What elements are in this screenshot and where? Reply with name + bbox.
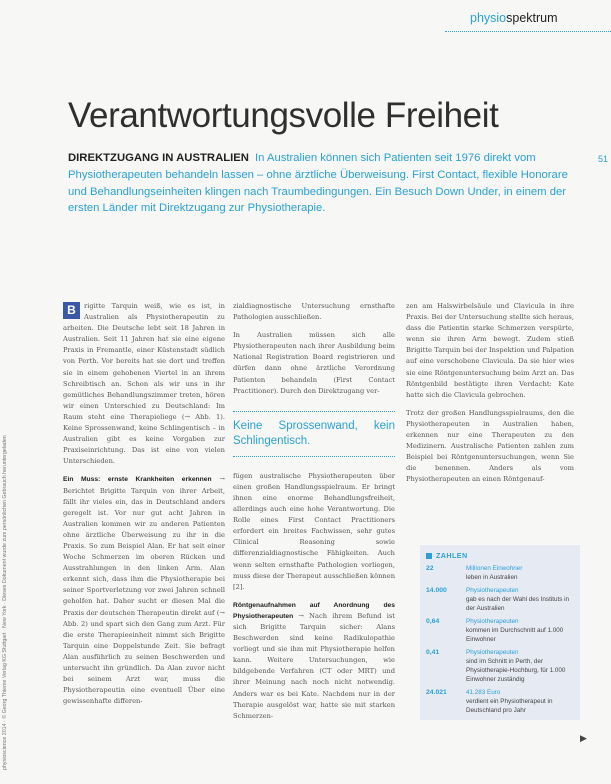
pull-quote-text: Keine Sprossenwand, kein Schlingentisch. bbox=[233, 419, 395, 447]
lead-kicker: DIREKTZUGANG IN AUSTRALIEN bbox=[68, 152, 249, 164]
paragraph: fügen australische Physiotherapeuten über einen großen Handlungsspielraum. Er bringt ihnen eine enorme Behandlungsfreiheit, allerdings auch eine hohe Verantwortung. Die Rolle eines First Contact Practitioners erfordert ein breites Fachwissen, sehr gutes Clinical Reasoning sowie differenzialdiagnostische Fähigkeiten. Auch wenn selten ernsthafte Pathologien vorliegen, muss diese der Therapeut ausschließen können [2]. bbox=[233, 471, 395, 591]
paragraph: In Australien müssen sich alle Physiotherapeuten nach ihrer Ausbildung beim National Registration Board registrieren und dürfen dann ohne ärztliche Verordnung Patienten behandeln (First Contact Practitioner). Durch den Direktzugang ver- bbox=[233, 331, 395, 395]
fact-row bbox=[420, 564, 580, 582]
fact-text bbox=[466, 586, 574, 613]
pull-quote-rule bbox=[233, 411, 395, 412]
fact-detail: leben in Australien bbox=[466, 574, 518, 581]
side-copyright-note: physioscience 2014 · © Georg Thieme Verlag KG Stuttgart · New York · Dieses Dokument wurde zum persönlichen Gebrauch heruntergeladen bbox=[2, 435, 8, 770]
text-column-1 bbox=[63, 301, 225, 714]
paragraph: zialdiagnostische Untersuchung ernsthafte Pathologien ausschließen. bbox=[233, 302, 395, 322]
pull-quote bbox=[233, 411, 395, 457]
fact-box-header bbox=[420, 545, 580, 564]
text-column-3 bbox=[406, 301, 574, 493]
paragraph-text: Nach ihrem Befund ist sich Brigitte Tarquin sicher: Alans Beschwerden sind keine Radikulopathie vorliegt und sie ihm mit Physiotherapie helfen kann. Weitere Untersuchungen, wie bildgebende Verfahren (CT oder MRT) und ihrer Meinung nach noch nicht notwendig. Anders war es bei Kate. Nachdem nur in der Therapie ausgelöst war, hatte sie mit starken Schmerzen- bbox=[233, 611, 395, 720]
fact-number: 22 bbox=[426, 565, 434, 572]
text-column-2 bbox=[233, 301, 395, 729]
fact-number: 0,41 bbox=[426, 649, 440, 656]
next-page-arrow-icon: ▶ bbox=[580, 734, 587, 744]
subheading: Ein Muss: ernste Krankheiten erkennen bbox=[63, 476, 212, 484]
brand-prefix: physio bbox=[470, 11, 507, 25]
paragraph: Ein Muss: ernste Krankheiten erkennen → Berichtet Brigitte Tarquin von ihrer Arbeit, fällt ihr vieles ein, das in Deutschland anders geregelt ist. Vor nur gut acht Jahren in Australien kommen wir zu anderen Patienten ohne ärztliche Überweisung zu ihr in die Praxis. So zum Beispiel Alan. Er hat seit einer Woche Schmerzen im oberen Rücken und Ausstrahlungen in den linken Arm. Alan erkennt sich, dass ihm die Physiotherapie bei seiner Sportverletzung vor zwei Jahren schnell geholfen hat. Daher sucht er diesen Mal die Praxis der deutschen Therapeutin direkt auf (→ Abb. 2) und spart sich den Gang zum Arzt. Für die erste Therapieeinheit nimmt sich Brigitte Tarquin eine Doppelstunde Zeit. Sie befragt Alan ausführlich zu seinen Beschwerden und untersucht ihn gründlich. Da Alan zuvor nicht bei seinem Arzt war, muss die Physiotherapeutin eine eventuell Über eine gewissenhafte differen- bbox=[63, 475, 225, 706]
fact-detail: gab es nach der Wahl des Instituts in der Australien bbox=[466, 596, 570, 612]
paragraph: Röntgenaufnahmen auf Anordnung des Physiotherapeuten → Nach ihrem Befund ist sich Brigitte Tarquin sicher: Alans Beschwerden sind keine Radikulopathie vorliegt und sie ihm mit Physiotherapie helfen kann. Weitere Untersuchungen, wie bildgebende Verfahren (CT oder MRT) und ihrer Meinung nach noch nicht notwendig. Anders war es bei Kate. Nachdem nur in der Therapie ausgelöst war, hatte sie mit starken Schmerzen- bbox=[233, 601, 395, 720]
paragraph-text: Berichtet Brigitte Tarquin von ihrer Arbeit, fällt ihr vieles ein, das in Deutschland anders geregelt ist. Vor nur gut acht Jahren in Australien kommen wir zu anderen Patienten ohne ärztliche Überweisung zu ihr in die Praxis. So zum Beispiel Alan. Er hat seit einer Woche Schmerzen im oberen Rücken und Ausstrahlungen in den linken Arm. Alan erkennt sich, dass ihm die Physiotherapie bei seiner Sportverletzung vor zwei Jahren schnell geholfen hat. Daher sucht er diesen Mal die Praxis der deutschen Therapeutin direkt auf (→ Abb. 2) und spart sich den Gang zum Arzt. Für die erste Therapieeinheit nimmt sich Brigitte Tarquin eine Doppelstunde Zeit. Sie befragt Alan ausführlich zu seinen Beschwerden und untersucht ihn gründlich. Da Alan zuvor nicht bei seinem Arzt war, muss die Physiotherapeutin eine eventuell Über eine gewissenhafte differen- bbox=[63, 486, 225, 706]
subheading: Röntgenaufnahmen auf Anordnung des Physiotherapeuten bbox=[233, 601, 395, 620]
fact-number: 24.021 bbox=[426, 689, 447, 696]
fact-row bbox=[420, 586, 580, 613]
fact-box bbox=[420, 545, 580, 720]
fact-heading: Millionen Einwohner bbox=[466, 565, 523, 572]
fact-detail: sind im Schnitt in Perth, der Physiotherapie-Hochburg, für 1.000 Einwohner zuständig bbox=[466, 658, 566, 683]
fact-text bbox=[466, 648, 574, 684]
paragraph: Trotz der großen Handlungsspielraums, den die Physiotherapeuten in Australien haben, erkennen nur eine Therapeuten zu den Medizinern. Australische Patienten zahlen zum Beispiel bei Röntgenuntersuchungen, wenn Sie die benennen. Anders als vom Physiotherapeuten an einen Röntgenauf- bbox=[406, 408, 574, 484]
article-title: Verantwortungsvolle Freiheit bbox=[68, 96, 499, 135]
fact-number: 14.000 bbox=[426, 587, 447, 594]
lead-text: In Australien können sich Patienten seit 1976 direkt vom Physiotherapeuten behandeln lassen – ohne ärztliche Überweisung. First Contact, flexible Honorare und Behandlungseinheiten klingen nach Traumbedingungen. Ein Besuch Down Under, in einem der ersten Länder mit Direktzugang zur Physiotherapie. bbox=[68, 152, 568, 215]
fact-row bbox=[420, 648, 580, 684]
fact-detail: kommen im Durchschnitt auf 1.000 Einwohner bbox=[466, 627, 564, 643]
fact-row bbox=[420, 617, 580, 644]
paragraph bbox=[63, 301, 225, 467]
fact-text bbox=[466, 617, 574, 644]
fact-heading: 41.283 Euro bbox=[466, 689, 501, 696]
page-number: 51 bbox=[598, 154, 609, 164]
fact-detail: verdient ein Physiotherapeut in Deutschland pro Jahr bbox=[466, 698, 553, 714]
paragraph: zen am Halswirbelsäule und Clavicula in ihre Praxis. Bei der Untersuchung stellte sich heraus, dass die Patientin starke Schmerzen verspürte, wenn sie ihren Arm bewegt. Zudem stieß Brigitte Tarquin bei der Inspektion und Palpation auf eine verschobene Clavicula. Da sie hier wies sie eine Röntgenuntersuchung beim Arzt an. Das Röntgenbild bestätigte ihren Verdacht: Kate hatte sich die Clavicula gebrochen. bbox=[406, 302, 574, 399]
header-divider bbox=[445, 31, 611, 32]
article-lead bbox=[68, 150, 586, 217]
fact-row bbox=[420, 688, 580, 715]
fact-text bbox=[466, 688, 574, 715]
fact-heading: Physiotherapeuten bbox=[466, 587, 519, 594]
pull-quote-rule bbox=[233, 456, 395, 457]
brand-suffix: spektrum bbox=[506, 11, 558, 25]
fact-heading: Physiotherapeuten bbox=[466, 618, 519, 625]
drop-cap: B bbox=[63, 302, 80, 319]
fact-box-title: ZAHLEN bbox=[436, 551, 468, 560]
fact-text bbox=[466, 564, 574, 582]
paragraph-text: rigitte Tarquin weiß, wie es ist, in Australien als Physiotherapeutin zu arbeiten. Die Deutsche lebt seit 18 Jahren in Australien. Seit 11 Jahren hat sie eine eigene Praxis in Fremantle, einer Küstenstadt südlich von Perth. Vor bereits hat sie dort und treffen sie in einem gehobenen Viertel in an ihrem Schreibtisch an. Schon als wir uns in ihr gemütliches Behandlungszimmer treten, hören wir einen Unterschied zu Deutschland: Im Raum steht eine Therapieliege (→ Abb. 1). Keine Sprossenwand, keine Schlingentisch – in Australien gibt es keine Vorgaben zur Praxiseinrichtung. Das ist eine von vielen Unterschieden. bbox=[63, 302, 225, 466]
square-icon bbox=[426, 553, 432, 559]
fact-heading: Physiotherapeuten bbox=[466, 649, 519, 656]
brand-logo bbox=[470, 11, 558, 25]
fact-number: 0,64 bbox=[426, 618, 440, 625]
